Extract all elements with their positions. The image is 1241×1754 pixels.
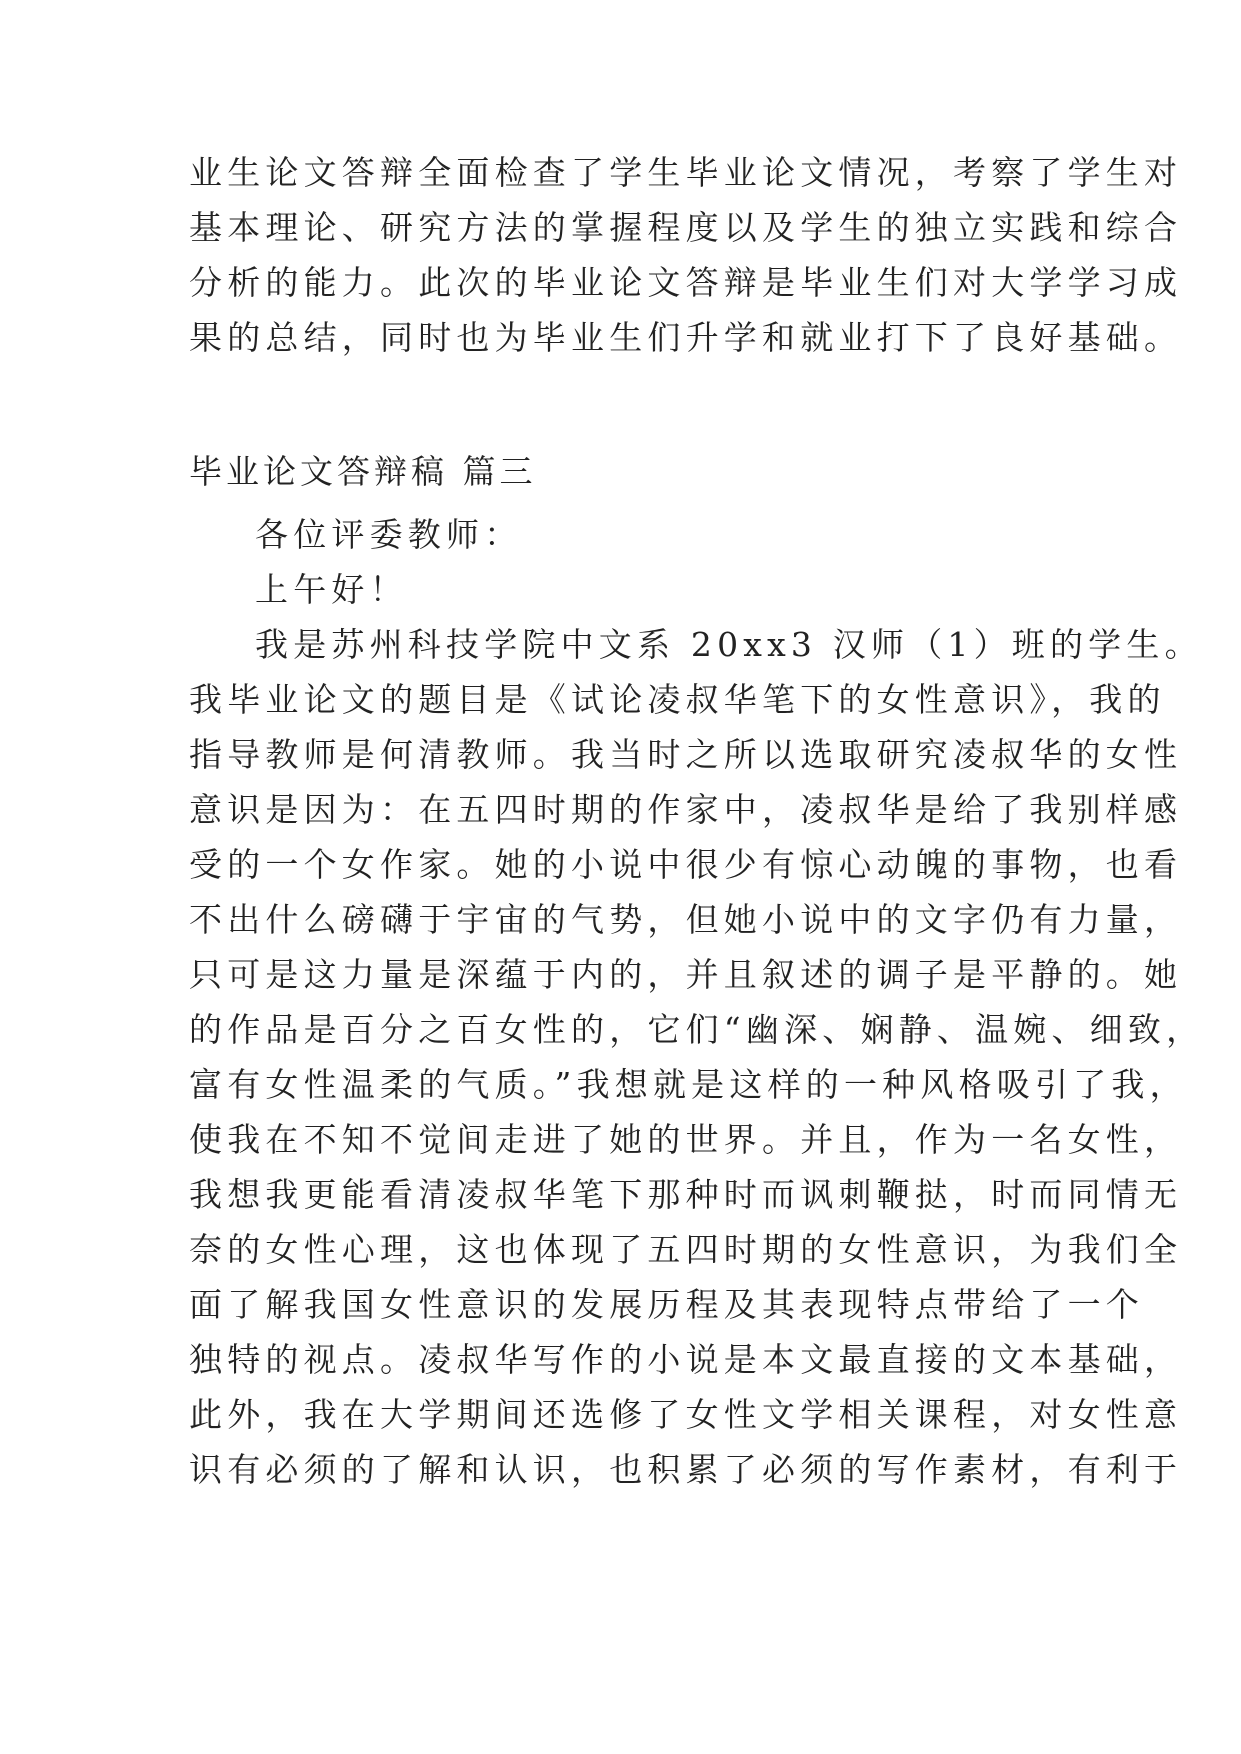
body-line: 使我在不知不觉间走进了她的世界。并且，作为一名女性，: [189, 1120, 1183, 1159]
intro-line: 分析的能力。此次的毕业论文答辩是毕业生们对大学学习成: [189, 263, 1183, 302]
body-line: 独特的视点。凌叔华写作的小说是本文最直接的文本基础，: [189, 1340, 1183, 1379]
body-line: 受的一个女作家。她的小说中很少有惊心动魄的事物，也看: [189, 845, 1183, 884]
section-heading: 毕业论文答辩稿 篇三: [189, 452, 537, 491]
body-line: 我是苏州科技学院中文系 20xx3 汉师（1）班的学生。: [255, 625, 1203, 664]
body-line: 我想我更能看清凌叔华笔下那种时而讽刺鞭挞，时而同情无: [189, 1175, 1183, 1214]
body-line: 面了解我国女性意识的发展历程及其表现特点带给了一个: [189, 1285, 1144, 1324]
body-line: 只可是这力量是深蕴于内的，并且叙述的调子是平静的。她: [189, 955, 1183, 994]
body-line: 富有女性温柔的气质。”我想就是这样的一种风格吸引了我，: [189, 1065, 1188, 1104]
body-line: 此外，我在大学期间还选修了女性文学相关课程，对女性意: [189, 1395, 1183, 1434]
intro-line: 果的总结，同时也为毕业生们升学和就业打下了良好基础。: [189, 318, 1183, 357]
greeting: 上午好！: [255, 570, 408, 609]
body-line: 识有必须的了解和认识，也积累了必须的写作素材，有利于: [189, 1450, 1183, 1489]
body-line: 奈的女性心理，这也体现了五四时期的女性意识，为我们全: [189, 1230, 1183, 1269]
salutation: 各位评委教师：: [255, 515, 523, 554]
body-line: 指导教师是何清教师。我当时之所以选取研究凌叔华的女性: [189, 735, 1183, 774]
body-line: 的作品是百分之百女性的，它们“幽深、娴静、温婉、细致，: [189, 1010, 1205, 1049]
intro-line: 基本理论、研究方法的掌握程度以及学生的独立实践和综合: [189, 208, 1183, 247]
body-line: 意识是因为：在五四时期的作家中，凌叔华是给了我别样感: [189, 790, 1183, 829]
body-line: 我毕业论文的题目是《试论凌叔华笔下的女性意识》，我的: [189, 680, 1166, 719]
intro-line: 业生论文答辩全面检查了学生毕业论文情况，考察了学生对: [189, 153, 1183, 192]
body-line: 不出什么磅礴于宇宙的气势，但她小说中的文字仍有力量，: [189, 900, 1183, 939]
